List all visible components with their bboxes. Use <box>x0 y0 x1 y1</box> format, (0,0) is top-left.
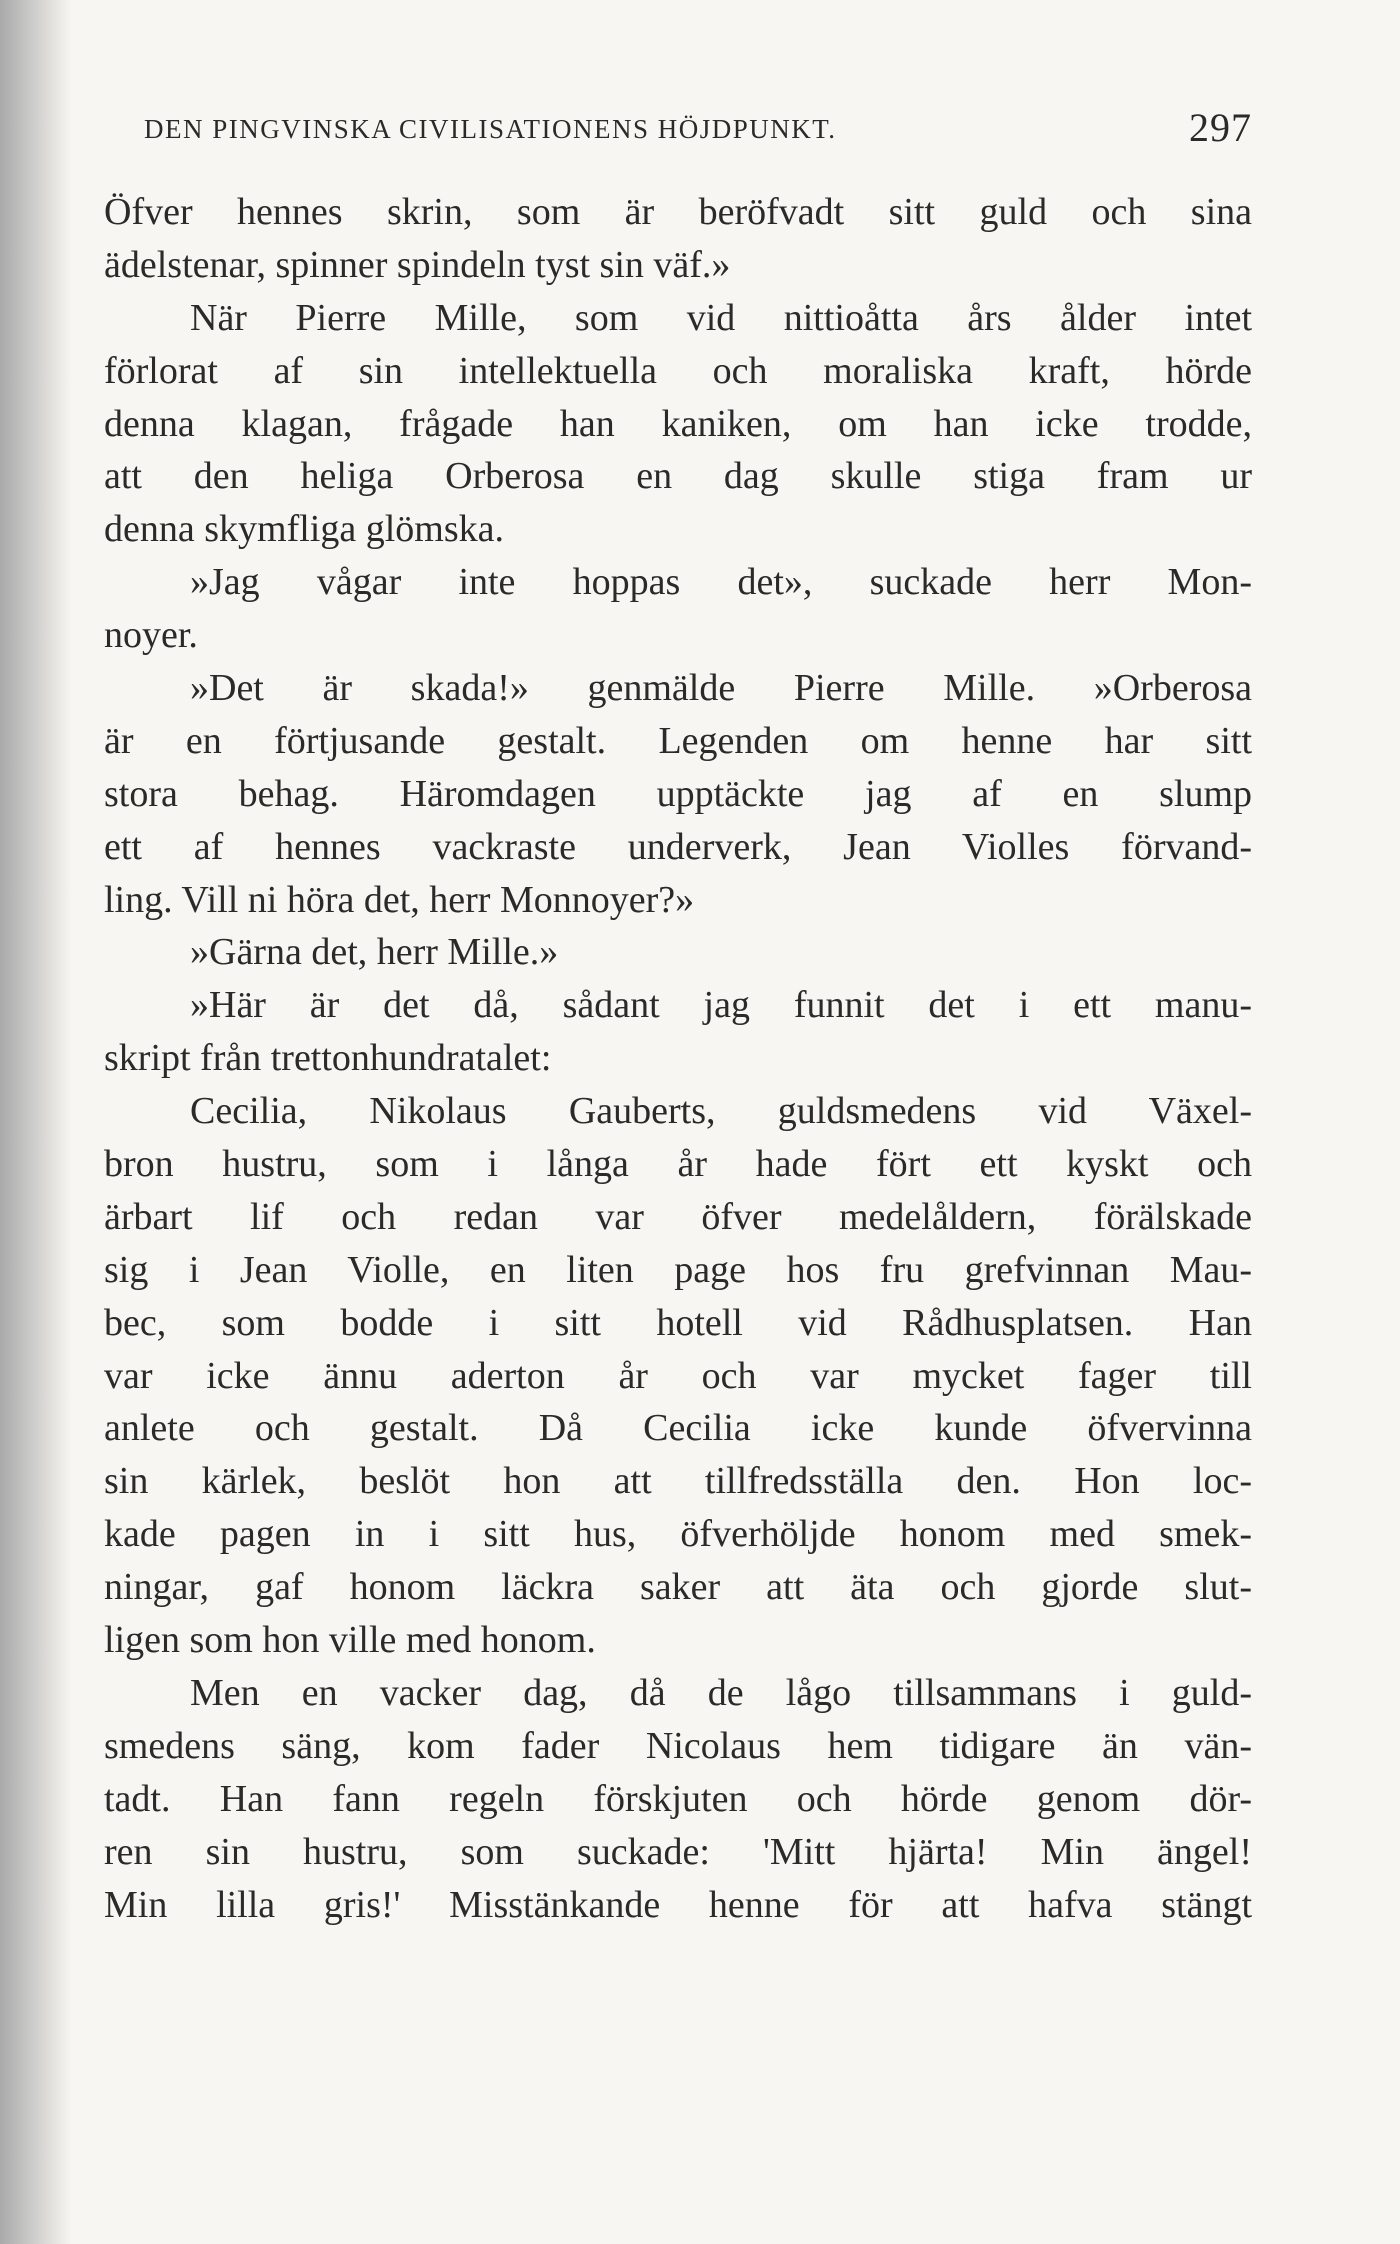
body-text <box>104 186 1252 1931</box>
text-line: »Det är skada!» genmälde Pierre Mille. »Orberosa <box>190 667 1252 710</box>
text-line: bec, som bodde i sitt hotell vid Rådhusplatsen. Han <box>104 1301 1252 1344</box>
text-line: »Här är det då, sådant jag funnit det i ett manu- <box>190 984 1252 1027</box>
text-line: anlete och gestalt. Då Cecilia icke kunde öfvervinna <box>104 1407 1252 1450</box>
text-line: Öfver hennes skrin, som är beröfvadt sitt guld och sina <box>104 191 1252 233</box>
text-line: denna skymfliga glömska. <box>104 508 504 551</box>
running-header <box>104 100 1252 164</box>
text-line: smedens säng, kom fader Nicolaus hem tidigare än vän- <box>104 1724 1252 1767</box>
text-line: ningar, gaf honom läckra saker att äta och gjorde slut- <box>104 1566 1252 1609</box>
text-line: ett af hennes vackraste underverk, Jean Violles förvand- <box>104 825 1252 868</box>
text-line: »Jag vågar inte hoppas det», suckade herr Mon- <box>190 561 1252 604</box>
text-line: bron hustru, som i långa år hade fört ett kyskt och <box>104 1143 1252 1186</box>
text-line: stora behag. Häromdagen upptäckte jag af en slump <box>104 772 1252 815</box>
text-line: att den heliga Orberosa en dag skulle stiga fram ur <box>104 455 1252 498</box>
text-line: sig i Jean Violle, en liten page hos fru grefvinnan Mau- <box>104 1248 1252 1291</box>
text-line: När Pierre Mille, som vid nittioåtta års ålder intet <box>190 296 1252 339</box>
book-page <box>104 100 1252 1931</box>
text-line: Cecilia, Nikolaus Gauberts, guldsmedens vid Växel- <box>190 1090 1252 1133</box>
running-title: DEN PINGVINSKA CIVILISATIONENS HÖJDPUNKT. <box>144 114 837 144</box>
text-line: var icke ännu aderton år och var mycket fager till <box>104 1354 1252 1397</box>
text-line: förlorat af sin intellektuella och moraliska kraft, hörde <box>104 349 1252 392</box>
text-line: denna klagan, frågade han kaniken, om han icke trodde, <box>104 402 1252 445</box>
text-line: ädelstenar, spinner spindeln tyst sin väf.» <box>104 243 731 286</box>
text-line: ligen som hon ville med honom. <box>104 1619 596 1662</box>
text-line: sin kärlek, beslöt hon att tillfredsställa den. Hon loc- <box>104 1460 1252 1503</box>
text-line: ren sin hustru, som suckade: 'Mitt hjärta! Min ängel! <box>104 1830 1252 1873</box>
text-line: Min lilla gris!' Misstänkande henne för att hafva stängt <box>104 1883 1252 1926</box>
text-line: tadt. Han fann regeln förskjuten och hörde genom dör- <box>104 1777 1252 1820</box>
binding-shadow <box>0 0 72 2244</box>
text-line: skript från trettonhundratalet: <box>104 1037 552 1080</box>
text-line: »Gärna det, herr Mille.» <box>190 931 559 974</box>
text-line: kade pagen in i sitt hus, öfverhöljde honom med smek- <box>104 1513 1252 1556</box>
text-line: Men en vacker dag, då de lågo tillsammans i guld- <box>190 1671 1252 1714</box>
text-line: ärbart lif och redan var öfver medelåldern, förälskade <box>104 1195 1252 1238</box>
page-number: 297 <box>1189 105 1252 150</box>
text-line: ling. Vill ni höra det, herr Monnoyer?» <box>104 878 695 921</box>
text-line: är en förtjusande gestalt. Legenden om henne har sitt <box>104 719 1252 762</box>
text-line: noyer. <box>104 614 198 657</box>
